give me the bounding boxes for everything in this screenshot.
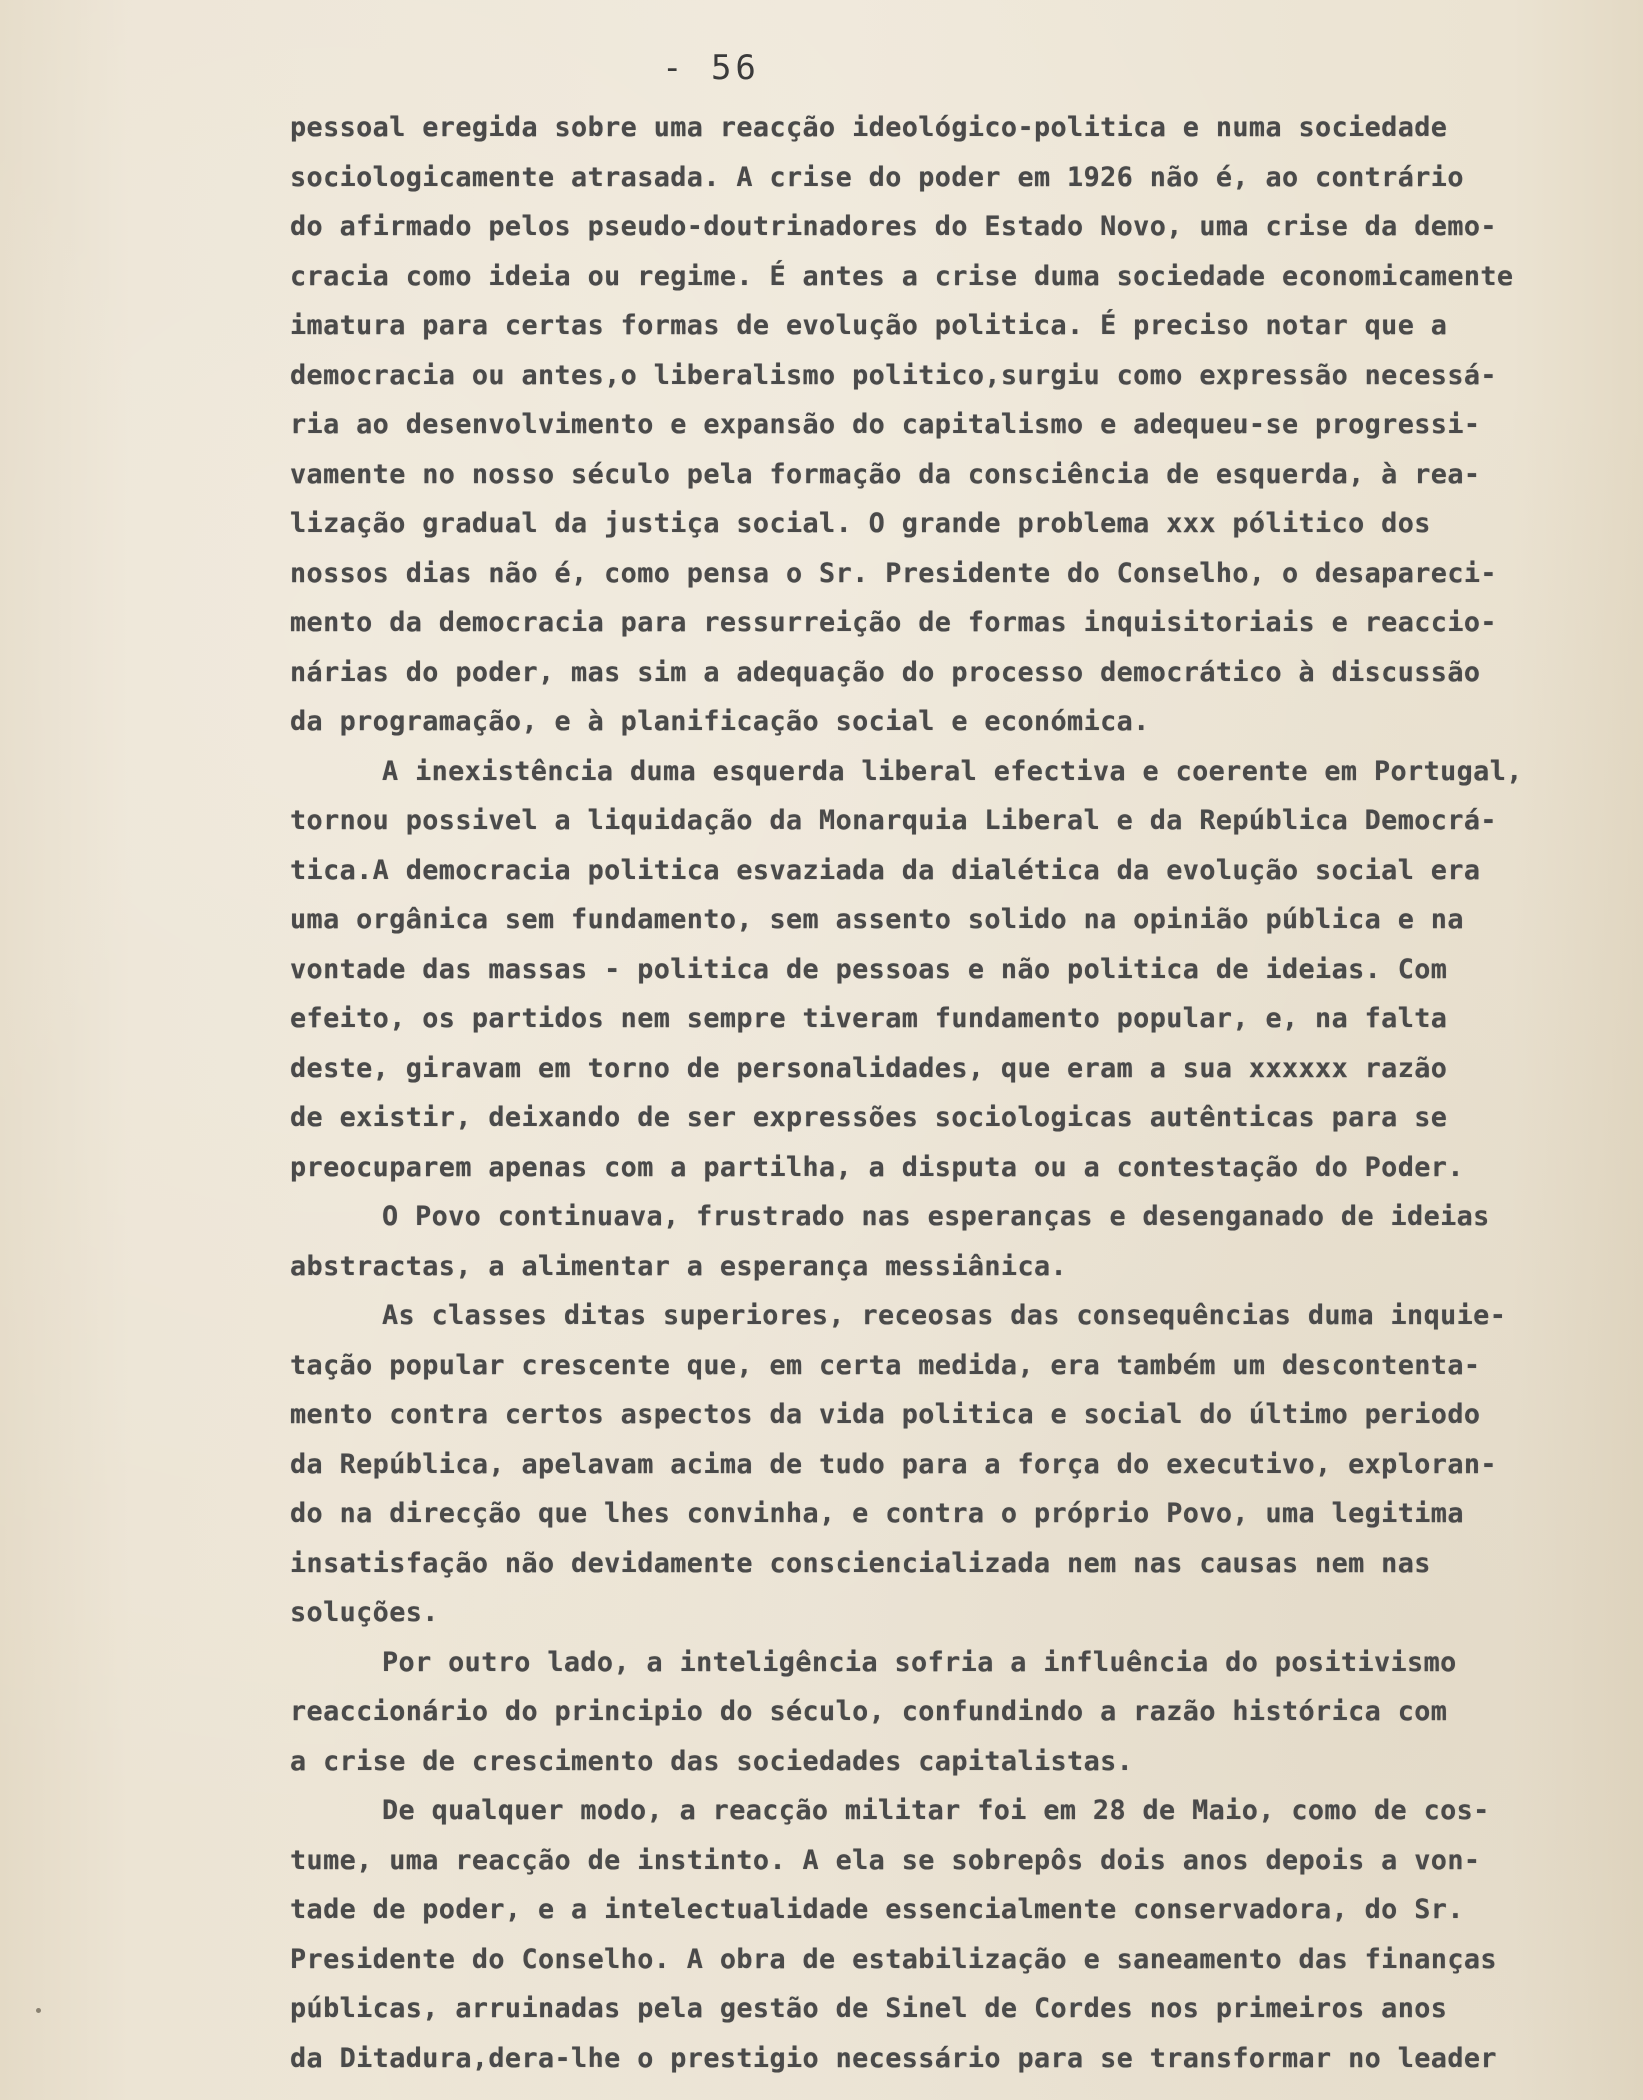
text-line: Por outro lado, a inteligência sofria a influência do positivismo bbox=[382, 1646, 1457, 1678]
text-line: De qualquer modo, a reacção militar foi em 28 de Maio, como de cos- bbox=[382, 1795, 1490, 1826]
text-line: efeito, os partidos nem sempre tiveram fundamento popular, e, na falta bbox=[290, 1003, 1448, 1034]
text-line: sociologicamente atrasada. A crise do poder em 1926 não é, ao contrário bbox=[290, 161, 1464, 193]
text-line: tornou possivel a liquidação da Monarquia Liberal e da República Democrá- bbox=[290, 805, 1497, 836]
text-line: vontade das massas - politica de pessoas e não politica de ideias. Com bbox=[290, 953, 1448, 985]
text-line: democracia ou antes,o liberalismo politico,surgiu como expressão necessá- bbox=[290, 359, 1497, 391]
text-line: vamente no nosso século pela formação da consciência de esquerda, à rea- bbox=[290, 458, 1481, 490]
text-line: do na direcção que lhes convinha, e contra o próprio Povo, uma legitima bbox=[290, 1498, 1464, 1529]
text-line: cracia como ideia ou regime. É antes a crise duma sociedade economicamente bbox=[290, 260, 1514, 292]
text-line: tação popular crescente que, em certa medida, era também um descontenta- bbox=[290, 1349, 1481, 1381]
paragraph-3 bbox=[290, 1192, 1630, 1291]
text-line: do afirmado pelos pseudo-doutrinadores do Estado Novo, uma crise da demo- bbox=[290, 211, 1497, 242]
text-line: uma orgânica sem fundamento, sem assento solido na opinião pública e na bbox=[290, 904, 1464, 935]
text-line: reaccionário do principio do século, confundindo a razão histórica com bbox=[290, 1696, 1448, 1727]
paragraph-6 bbox=[290, 1786, 1630, 2083]
page-number: - 56 bbox=[662, 48, 760, 88]
text-line: preocuparem apenas com a partilha, a disputa ou a contestação do Poder. bbox=[290, 1151, 1464, 1183]
text-line: A inexistência duma esquerda liberal efectiva e coerente em Portugal, bbox=[382, 755, 1523, 787]
text-line: mento da democracia para ressurreição de formas inquisitoriais e reaccio- bbox=[290, 607, 1497, 638]
text-line: soluções. bbox=[290, 1597, 439, 1628]
text-line: O Povo continuava, frustrado nas esperanças e desenganado de ideias bbox=[382, 1201, 1490, 1232]
text-line: da programação, e à planificação social e económica. bbox=[290, 706, 1150, 737]
text-line: mento contra certos aspectos da vida politica e social do último periodo bbox=[290, 1399, 1481, 1430]
text-line: abstractas, a alimentar a esperança messiânica. bbox=[290, 1250, 1068, 1282]
text-line: tica.A democracia politica esvaziada da dialética da evolução social era bbox=[290, 854, 1481, 886]
text-line: tade de poder, e a intelectualidade essencialmente conservadora, do Sr. bbox=[290, 1894, 1464, 1925]
paragraph-2 bbox=[290, 747, 1630, 1193]
text-line: nárias do poder, mas sim a adequação do processo democrático à discussão bbox=[290, 656, 1481, 688]
text-line: de existir, deixando de ser expressões sociologicas autênticas para se bbox=[290, 1102, 1448, 1133]
paragraph-5 bbox=[290, 1638, 1630, 1787]
text-line: As classes ditas superiores, receosas das consequências duma inquie- bbox=[382, 1300, 1507, 1331]
document-body bbox=[290, 103, 1630, 2083]
text-line: insatisfação não devidamente consciencializada nem nas causas nem nas bbox=[290, 1547, 1431, 1579]
text-line: nossos dias não é, como pensa o Sr. Presidente do Conselho, o desapareci- bbox=[290, 557, 1497, 589]
paragraph-1 bbox=[290, 103, 1630, 747]
paragraph-4 bbox=[290, 1291, 1630, 1638]
text-line: da República, apelavam acima de tudo para a força do executivo, exploran- bbox=[290, 1448, 1497, 1480]
text-line: da Ditadura,dera-lhe o prestigio necessário para se transformar no leader bbox=[290, 2042, 1497, 2074]
text-line: a crise de crescimento das sociedades capitalistas. bbox=[290, 1745, 1134, 1777]
text-line: públicas, arruinadas pela gestão de Sinel de Cordes nos primeiros anos bbox=[290, 1993, 1448, 2024]
text-line: pessoal eregida sobre uma reacção ideológico-politica e numa sociedade bbox=[290, 112, 1448, 143]
text-line: ria ao desenvolvimento e expansão do capitalismo e adequeu-se progressi- bbox=[290, 409, 1481, 440]
text-line: Presidente do Conselho. A obra de estabilização e saneamento das finanças bbox=[290, 1943, 1497, 1975]
text-line: tume, uma reacção de instinto. A ela se sobrepôs dois anos depois a von- bbox=[290, 1844, 1481, 1876]
text-line: deste, giravam em torno de personalidades, que eram a sua xxxxxx razão bbox=[290, 1052, 1448, 1084]
text-line: imatura para certas formas de evolução politica. É preciso notar que a bbox=[290, 310, 1448, 341]
text-line: lização gradual da justiça social. O grande problema xxx pólitico dos bbox=[290, 508, 1431, 539]
paper-speck bbox=[36, 2008, 41, 2013]
